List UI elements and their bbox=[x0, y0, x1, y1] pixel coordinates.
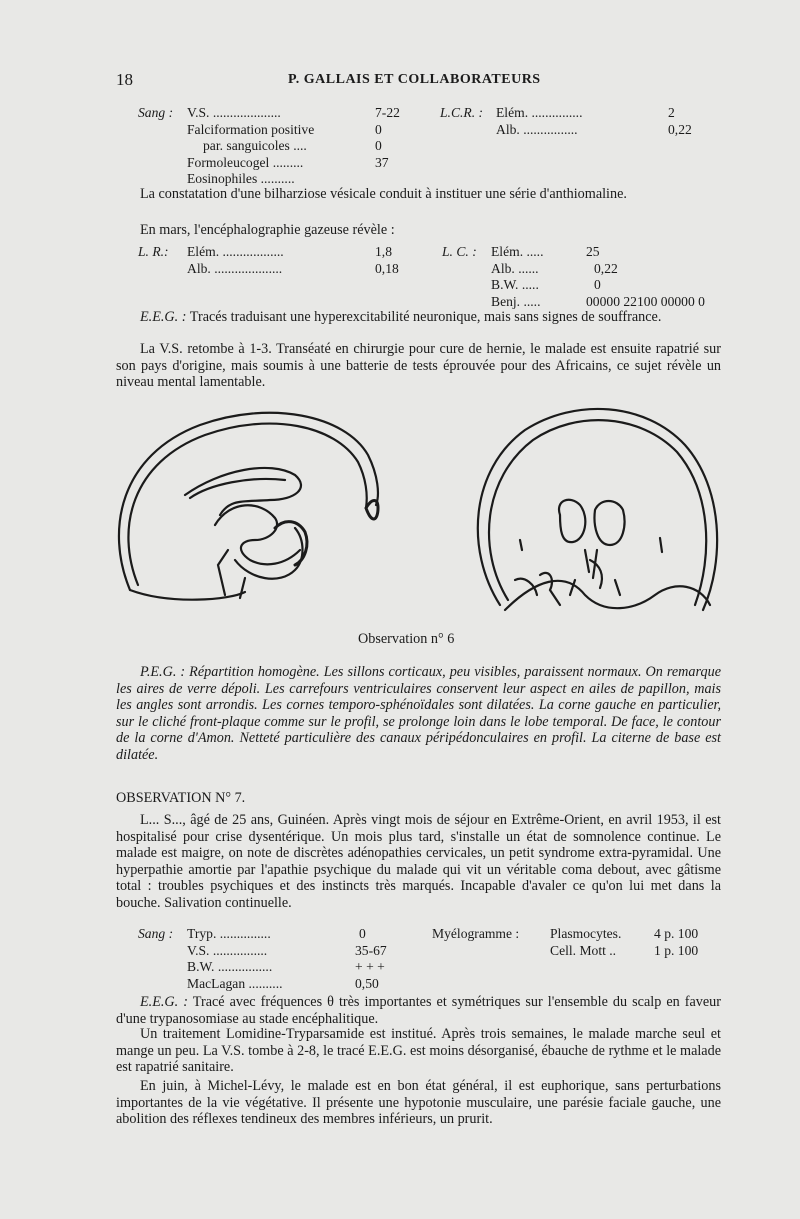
myelogramme-label: Myélogramme : bbox=[432, 926, 520, 941]
row-name: Benj. ..... bbox=[491, 293, 541, 309]
row-value: 2 bbox=[668, 105, 675, 120]
lr-label: L. R.: bbox=[138, 244, 169, 259]
row-name: Falciformation positive bbox=[187, 121, 315, 137]
table-row bbox=[187, 155, 314, 172]
sang-rows-1 bbox=[187, 105, 314, 188]
row-name: B.W. ................ bbox=[187, 959, 273, 975]
row-value: 0 bbox=[375, 121, 382, 137]
figure-caption: Observation n° 6 bbox=[358, 631, 455, 647]
paragraph bbox=[116, 222, 721, 239]
row-name: Eosinophiles .......... bbox=[187, 171, 295, 187]
sang-values-1 bbox=[375, 105, 400, 171]
paragraph-text: Un traitement Lomidine-Tryparsamide est institué. Après trois semaines, le malade marche seul et mange un peu. La V.S. tombe à 2-8, le tracé E.E.G. est moins désorganisé, ébauche de rythme et le malade est rapatrié sanitaire. bbox=[116, 1026, 721, 1076]
lcr-label: L.C.R. : bbox=[440, 105, 484, 120]
lc-label: L. C. : bbox=[442, 244, 477, 259]
sang-rows-2 bbox=[187, 926, 283, 992]
table-row bbox=[187, 138, 314, 155]
table-row bbox=[187, 105, 314, 122]
row-name: V.S. .................... bbox=[187, 105, 281, 120]
row-name: Alb. ...... bbox=[491, 260, 539, 276]
paragraph bbox=[116, 1026, 721, 1076]
myelogramme-rows bbox=[550, 926, 621, 959]
lr-rows bbox=[187, 244, 284, 277]
observation-heading: OBSERVATION N° 7. bbox=[116, 790, 246, 806]
paragraph-text: En mars, l'encéphalographie gazeuse révèle : bbox=[140, 222, 395, 238]
row-name: Elém. ............... bbox=[496, 105, 583, 120]
row-name: MacLagan .......... bbox=[187, 975, 283, 991]
row-name: Plasmocytes. bbox=[550, 926, 622, 941]
running-title: P. GALLAIS ET COLLABORATEURS bbox=[288, 72, 541, 87]
row-name: Cell. Mott .. bbox=[550, 942, 617, 958]
row-value: 0,22 bbox=[668, 121, 692, 137]
row-value: 00000 22100 00000 0 bbox=[586, 293, 705, 309]
paragraph-text: La constatation d'une bilharziose vésicale conduit à instituer une série d'anthiomaline. bbox=[140, 186, 627, 202]
row-name: par. sanguicoles .... bbox=[203, 138, 307, 154]
paragraph-text: La V.S. retombe à 1-3. Transéaté en chirurgie pour cure de hernie, le malade est ensuite rapatrié sur son pays d'origine, mais soumis à une batterie de tests éprouvée pour des Africains, ce sujet révèle un niveau mental lamentable. bbox=[116, 341, 721, 391]
peg-paragraph bbox=[116, 664, 721, 764]
myelogramme-values bbox=[654, 926, 698, 959]
lr-values bbox=[375, 244, 399, 277]
row-value: 0 bbox=[375, 138, 382, 154]
row-value: 1 p. 100 bbox=[654, 942, 699, 958]
paragraph-text: Tracés traduisant une hyperexcitabilité neuronique, mais sans signes de souffrance. bbox=[189, 309, 662, 325]
row-name: Alb. ................ bbox=[496, 121, 578, 137]
eeg-label: E.E.G. : bbox=[140, 309, 187, 325]
sang-values-2 bbox=[355, 926, 387, 992]
lc-rows bbox=[491, 244, 543, 310]
row-value: 0,22 bbox=[594, 260, 618, 276]
paragraph bbox=[116, 186, 721, 203]
eeg-paragraph-1 bbox=[116, 309, 721, 326]
row-name: Alb. .................... bbox=[187, 260, 283, 276]
paragraph-text: L... S..., âgé de 25 ans, Guinéen. Après vingt mois de séjour en Extrême-Orient, en avril 1953, il est hospitalisé pour crise dysentérique. Un mois plus tard, s'installe un état de somnolence continue. Le malade est maigre, on note de discrètes adénopathies cervicales, un petit syndrome extra-pyramidal. Une hyperpathie amortie par l'apathie psychique du malade qui vit un véritable coma debout, avec gâtisme total : troubles psychiques et des instincts très marqués. Incapable d'avaler ce qu'on lui met dans la bouche. Salivation continuelle. bbox=[116, 812, 721, 911]
row-value: 37 bbox=[375, 154, 389, 170]
paragraph-text: Tracé avec fréquences θ très importantes et symétriques sur l'ensemble du scalp en faveur d'une trypanosomiase au stade encéphalitique. bbox=[116, 994, 721, 1027]
paragraph-text: P.E.G. : Répartition homogène. Les sillons corticaux, peu visibles, paraissent normaux. On remarque les aires de verre dépoli. Les carrefours ventriculaires conservent leur aspect en ailes de papillon, mais les angles sont arrondis. Les cornes temporo-sphénoïdales sont dilatées. La corne gauche en particulier, sur le cliché front-plaque comme sur le profil, se prolonge loin dans le lobe temporal. De face, le contour de la corne d'Amon. Netteté particulière des canaux péripédonculaires en profil. La citerne de base est dilatée. bbox=[116, 664, 721, 763]
eeg-paragraph-2 bbox=[116, 994, 721, 1027]
table-row bbox=[187, 122, 314, 139]
row-value: 1,8 bbox=[375, 244, 392, 259]
paragraph bbox=[116, 1078, 721, 1128]
row-name: Elém. .................. bbox=[187, 244, 284, 259]
paragraph-text: En juin, à Michel-Lévy, le malade est en bon état général, il est euphorique, sans perturbations importantes de la vie végétative. Il présente une hypotonie musculaire, une parésie faciale gauche, une abolition des réflexes tendineux des membres inférieurs, un prurit. bbox=[116, 1078, 721, 1128]
row-name: Elém. ..... bbox=[491, 244, 544, 259]
sang-table-1 bbox=[138, 105, 173, 122]
row-value: + + + bbox=[355, 959, 385, 975]
row-value: 0 bbox=[594, 277, 601, 293]
row-value: 4 p. 100 bbox=[654, 926, 699, 941]
lateral-encephalogram-drawing bbox=[110, 400, 390, 615]
frontal-encephalogram-drawing bbox=[465, 400, 725, 620]
row-value: 35-67 bbox=[355, 942, 387, 958]
row-value: 0,50 bbox=[355, 975, 379, 991]
lc-values bbox=[586, 244, 705, 310]
lcr-values bbox=[668, 105, 692, 138]
lcr-rows bbox=[496, 105, 582, 138]
sang-label-2: Sang : bbox=[138, 926, 174, 941]
paragraph bbox=[116, 341, 721, 391]
row-value: 0 bbox=[359, 926, 366, 941]
row-name: B.W. ..... bbox=[491, 277, 539, 293]
page-number: 18 bbox=[116, 70, 133, 89]
row-name: V.S. ................ bbox=[187, 942, 268, 958]
row-value: 7-22 bbox=[375, 105, 400, 120]
eeg-label: E.E.G. : bbox=[140, 994, 188, 1010]
observation-7-paragraph bbox=[116, 812, 721, 912]
row-value: 0,18 bbox=[375, 260, 399, 276]
row-value: 25 bbox=[586, 244, 600, 259]
row-name: Tryp. ............... bbox=[187, 926, 271, 941]
row-name: Formoleucogel ......... bbox=[187, 154, 304, 170]
sang-label: Sang : bbox=[138, 105, 174, 120]
